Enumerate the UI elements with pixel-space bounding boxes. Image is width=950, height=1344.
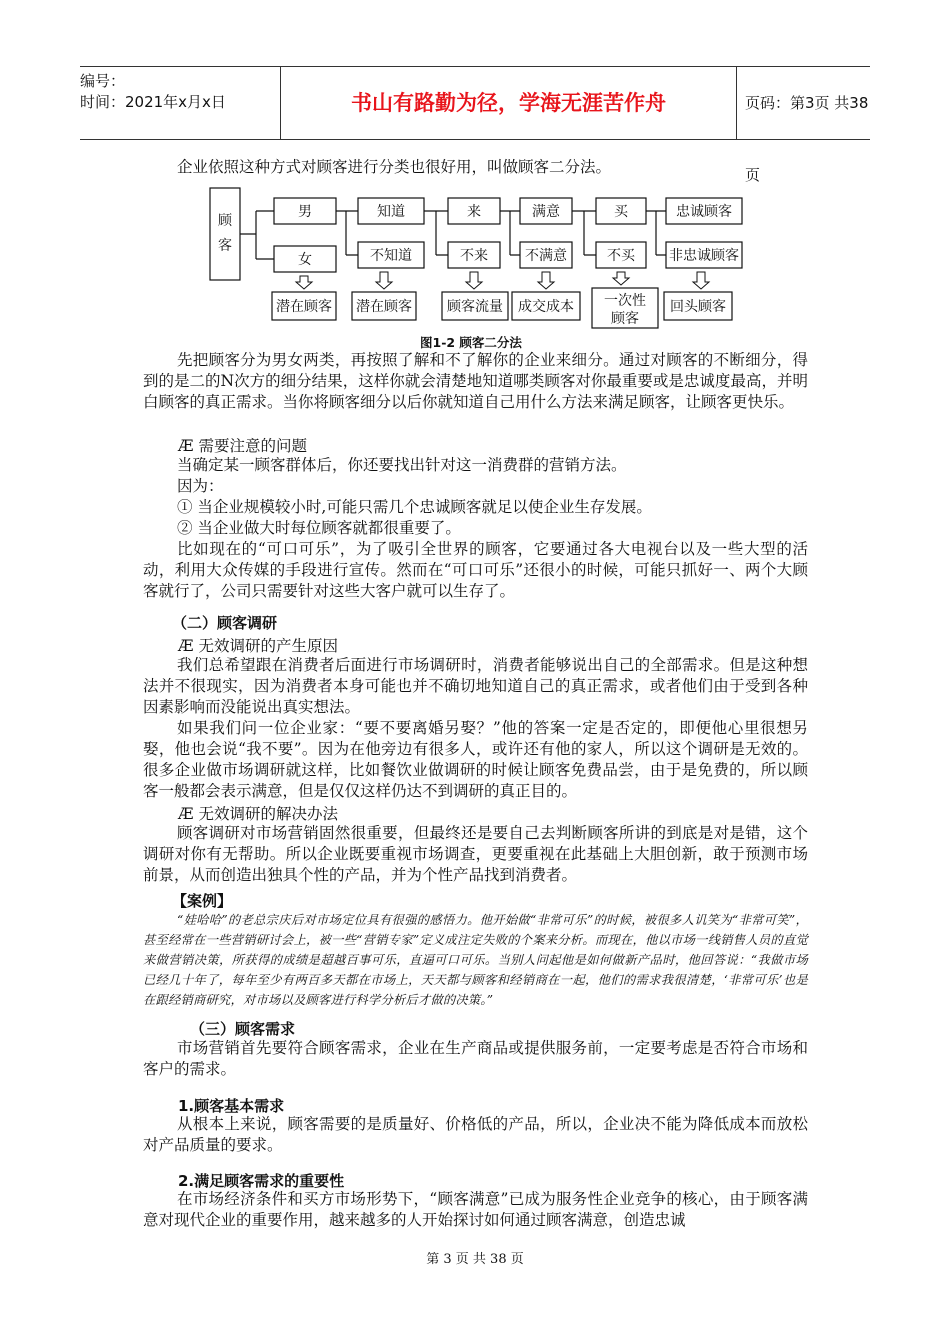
buy-label: 买 (614, 204, 628, 220)
bottom-label-5a: 一次性 (604, 293, 646, 309)
number-label: 编号： (80, 72, 126, 90)
not-buy-label: 不买 (607, 248, 635, 264)
case-text: “娃哈哈”的老总宗庆后对市场定位具有很强的感悟力。他开始做“非常可乐”的时候，被很多人讥笑为“非常可笑”，甚至经常在一些营销研讨会上，被一些“营销专家”定义成注定失败的个案来分析。而现在，他以市场一线销售人员的直觉来做营销决策，所获得的成绩是超越百事可乐，直逼可口可乐。当别人问起他是如何做新产品时，他回答说：“我做市场已经几十年了，每年至少有两百多天都在市场上，天天都与顾客和经销商在一起，他们的需求我很清楚，‘非常可乐’也是在跟经销商研究，对市场以及顾客进行科学分析后才做的决策。” (143, 913, 808, 1007)
page-footer: 第 3 页 共 38 页 (426, 1252, 524, 1267)
not-loyal-label: 非忠诚顾客 (669, 248, 739, 264)
bottom-label-1: 潜在顾客 (276, 299, 332, 315)
not-come-label: 不来 (460, 248, 488, 264)
satisfy-label: 满意 (532, 204, 560, 220)
bullet-causes: Æ 无效调研的产生原因 (178, 637, 338, 655)
subheading-2: 2.满足顾客需求的重要性 (178, 1172, 345, 1190)
bottom-label-3: 顾客流量 (447, 299, 503, 315)
paragraph-3: 因为： (177, 477, 224, 495)
female-label: 女 (298, 252, 312, 268)
bottom-label-6: 回头顾客 (670, 299, 726, 315)
header-motto: 书山有路勤为径，学海无涯苦作舟 (280, 67, 737, 139)
bottom-label-5b: 顾客 (611, 311, 639, 327)
customer-dichotomy-diagram (0, 0, 950, 340)
bullet-solutions: Æ 无效调研的解决办法 (178, 805, 338, 823)
time-label: 时间：2021年x月x日 (80, 93, 226, 111)
intro-paragraph: 企业依照这种方式对顾客进行分类也很好用，叫做顾客二分法。 (177, 158, 612, 176)
subheading-1: 1.顾客基本需求 (178, 1097, 285, 1115)
section-heading-2: （二）顾客调研 (172, 614, 278, 632)
root-char-2: 客 (218, 238, 232, 254)
paragraph-6: 如果我们问一位企业家：“要不要离婚另娶？”他的答案一定是否定的，即便他心里很想另娶，他也会说“我不要”。因为在他旁边有很多人，或许还有他的家人，所以这个调研是无效的。很多企业做市场调研就这样，比如餐饮业做调研的时候让顾客免费品尝，由于是免费的，所以顾客一般都会表示满意，但是仅仅这样仍达不到调研的真正目的。 (143, 719, 808, 800)
page-label: 页码：第3页 共38页 (745, 94, 869, 184)
case-title: 【案例】 (172, 892, 233, 910)
bottom-label-4: 成交成本 (518, 299, 574, 315)
paragraph-9: 从根本上来说，顾客需要的是质量好、价格低的产品，所以，企业决不能为降低成本而放松对产品质量的要求。 (143, 1115, 808, 1154)
paragraph-7: 顾客调研对市场营销固然很重要，但最终还是要自己去判断顾客所讲的到底是对是错，这个调研对你有无帮助。所以企业既要重视市场调查，更要重视在此基础上大胆创新，敢于预测市场前景，从而创造出独具个性的产品，并为个性产品找到消费者。 (143, 824, 808, 884)
come-label: 来 (467, 204, 481, 220)
bullet-notes: Æ 需要注意的问题 (178, 437, 307, 455)
loyal-label: 忠诚顾客 (676, 204, 732, 220)
section-heading-3: （三）顾客需求 (190, 1020, 296, 1038)
root-char-1: 顾 (218, 213, 232, 229)
paragraph-1: 先把顾客分为男女两类，再按照了解和不了解你的企业来细分。通过对顾客的不断细分，得到的是二的N次方的细分结果，这样你就会清楚地知道哪类顾客对你最重要或是忠诚度最高，并明白顾客的真正需求。当你将顾客细分以后你就知道自己用什么方法来满足顾客，让顾客更快乐。 (143, 351, 808, 411)
paragraph-2: 当确定某一顾客群体后，你还要找出针对这一消费群的营销方法。 (177, 456, 627, 474)
paragraph-10: 在市场经济条件和买方市场形势下，“顾客满意”已成为服务性企业竞争的核心，由于顾客满意对现代企业的重要作用，越来越多的人开始探讨如何通过顾客满意，创造忠诚 (143, 1190, 808, 1229)
paragraph-5: 我们总希望跟在消费者后面进行市场调研时，消费者能够说出自己的全部需求。但是这种想法并不很现实，因为消费者本身可能也并不确切地知道自己的真正需求，或者他们由于受到各种因素影响而没能说出真实想法。 (143, 656, 808, 716)
not-satisfy-label: 不满意 (525, 248, 567, 264)
male-label: 男 (298, 204, 312, 220)
root-box (210, 188, 240, 280)
not-know-label: 不知道 (370, 248, 412, 264)
list-item-2: ② 当企业做大时每位顾客就都很重要了。 (177, 519, 461, 537)
bottom-label-2: 潜在顾客 (356, 299, 412, 315)
paragraph-4: 比如现在的“可口可乐”，为了吸引全世界的顾客，它要通过各大电视台以及一些大型的活动，利用大众传媒的手段进行宣传。然而在“可口可乐”还很小的时候，可能只抓好一、两个大顾客就行了，公司只需要针对这些大客户就可以生存了。 (143, 540, 808, 600)
figure-caption: 图1-2 顾客二分法 (420, 335, 522, 350)
list-item-1: ① 当企业规模较小时,可能只需几个忠诚顾客就足以使企业生存发展。 (177, 498, 652, 516)
know-label: 知道 (377, 204, 405, 220)
paragraph-8: 市场营销首先要符合顾客需求，企业在生产商品或提供服务前，一定要考虑是否符合市场和客户的需求。 (143, 1039, 808, 1078)
